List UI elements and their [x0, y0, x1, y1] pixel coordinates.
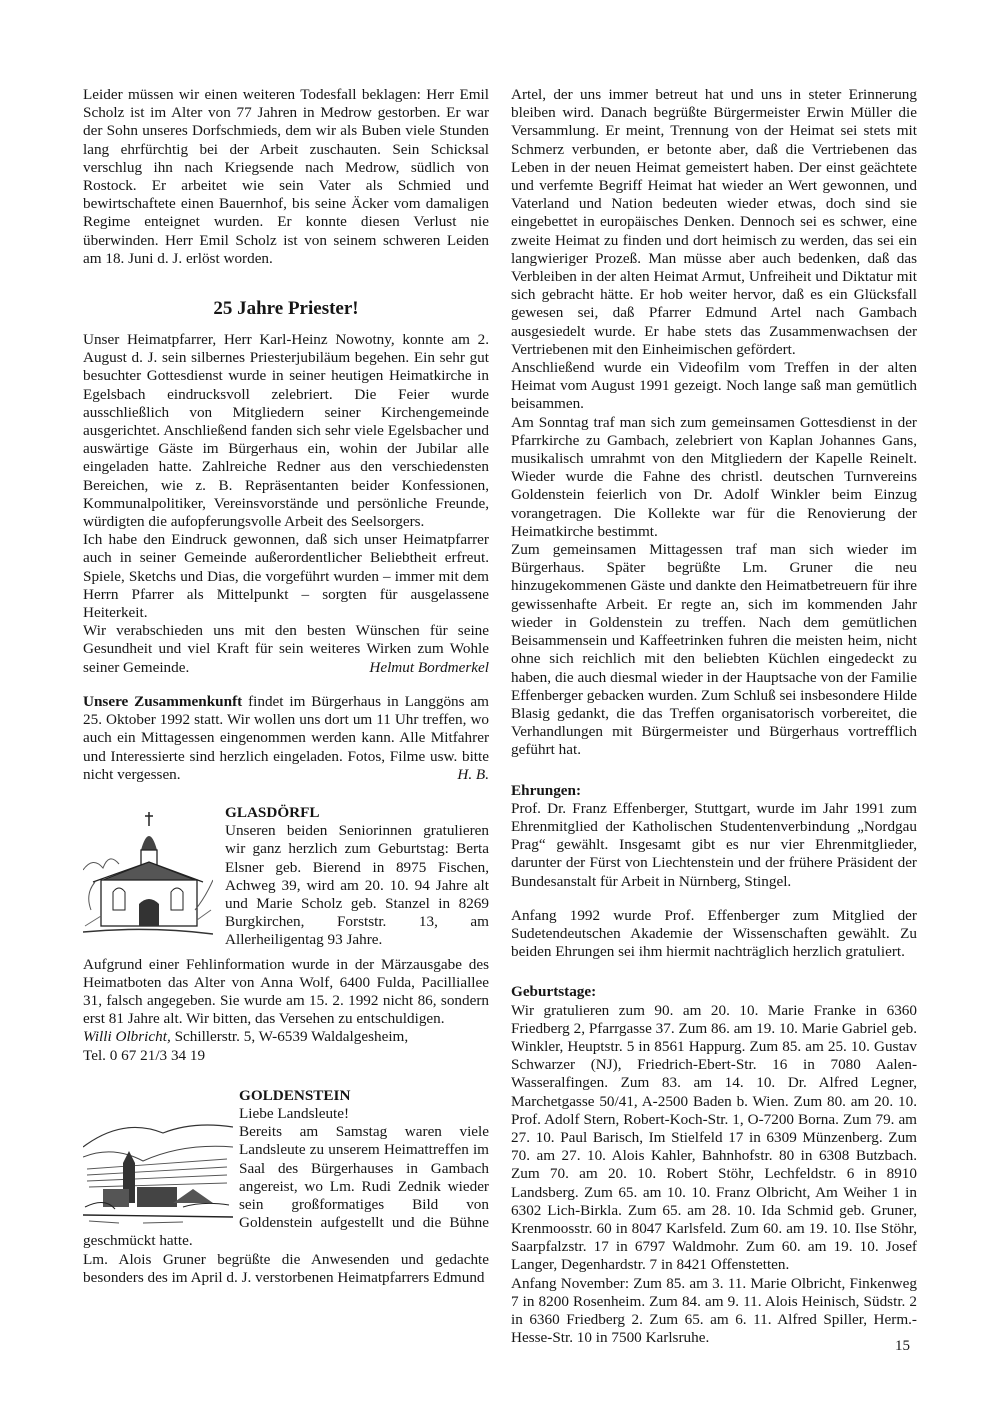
glasdoerfl-signature: Willi Olbricht,: [83, 1028, 171, 1046]
glasdoerfl-section: [83, 800, 489, 950]
left-column: [83, 86, 489, 1287]
meeting-text: findet im Bürgerhaus in Langgöns am 25. Oktober 1992 statt. Wir wollen uns dort um 11 Uhr treffen, wo auch ein Mittagessen eingenommen werden kann. Alle Mitfahrer und Interessierte sind herzlich eingeladen. Fotos, Filme usw. bitte nicht vergessen.: [83, 692, 489, 783]
chapel-sketch-icon: [83, 810, 213, 938]
ehrungen-title: Ehrungen:: [511, 781, 582, 799]
ehrungen-paragraph-2: Anfang 1992 wurde Prof. Effenberger zum Mitglied der Sudetendeutschen Akademie der Wissenschaften gewählt. Zu beiden Ehrungen sei ihm hiermit nachträglich herzlich gratuliert.: [511, 906, 917, 961]
right-paragraph-2: Anschließend wurde ein Videofilm vom Treffen in der alten Heimat vom August 1991 gezeigt. Noch lange saß man gemütlich beisammen.: [511, 359, 917, 413]
right-paragraph-3: Am Sonntag traf man sich zum gemeinsamen Gottesdienst in der Pfarrkirche zu Gambach, zelebriert von Kaplan Johannes Gans, musikalisch umrahmt von den Mitgliedern der Kapelle Reinelt. Wieder wurde die Fahne des christl. deutschen Turnvereins Goldenstein feierlich von Dr. Adolf Winkler beim Einzug vorangetragen. Die Kollekte war für die Renovierung der Heimatkirche bestimmt.: [511, 413, 917, 540]
right-column: [511, 86, 917, 1347]
goldenstein-text: Bereits am Samstag waren viele Landsleute zu unserem Heimattreffen im Saal des Bürgerhauses in Gambach angereist, wo Lm. Rudi Zednik wieder sein großformatiges Bild von Goldenstein aufgestellt und die Bühne geschmückt hatte.: [83, 1123, 489, 1250]
goldenstein-greeting: Liebe Landsleute!: [239, 1104, 350, 1122]
geburtstage-paragraph-1: Wir gratulieren zum 90. am 20. 10. Marie Franke in 6360 Friedberg 2, Pfarrgasse 37. Zum 86. am 19. 10. Marie Gabriel geb. Winkler, Heuptstr. 5 in 8561 Happurg. Zum 85. am 25. 10. Gustav Schwarzer (NJ), Friedrich-Ebert-Str. 16 in 7080 Aalen-Wasseralfingen. Zum 83. am 14. 10. Dr. Alfred Legner, Marchetgasse 50/41, A-2500 Baden b. Wien. Zum 80. am 20. 10. Prof. Adolf Stern, Robert-Koch-Str. 1, O-7200 Borna. Zum 79. am 27. 10. Paul Barisch, Im Stielfeld 17 in 6309 Münzenberg. Zum 70. am 27. 10. Alois Kahler, Bahnhofstr. 80 in 6308 Butzbach. Zum 70. am 20. 10. Robert Stöhr, Lechfeldstr. 6 in 8910 Landsberg. Zum 65. am 10. 10. Franz Olbricht, Am Weiher 1 in 6302 Lich-Birkla. Zum 65. am 28. 10. Ida Schmid geb. Gruner, Krenmoosstr. 60 in 8047 Karlsfeld. Zum 60. am 19. 10. Ilse Stöhr, Saarpfalzstr. 17 in 6797 Waldmohr. Zum 60. am 19. 10. Josef Langer, Degenhardstr. 7 in 8421 Offenstetten.: [511, 1001, 917, 1274]
goldenstein-sketch-icon: [83, 1107, 233, 1227]
right-paragraph-4: Zum gemeinsamen Mittagessen traf man sich wieder im Bürgerhaus. Später begrüßte Lm. Gruner die neu hinzugekommenen Gäste und dankte den Heimatbetreuern für ihre gewissenhafte Arbeit. Er regte an, sich im kommenden Jahr wieder in Goldenstein zu treffen. Nach dem gemütlichen Beisammensein und Kaffeetrinken fuhren die meisten heim, nicht ohne sich reichlich mit den beliebten Küchlen eingedeckt zu haben, die auch diesmal wieder in der Hauptsache von der Familie Effenberger gebacken wurden. Zum Schluß sei insbesondere Hilde Blasig gedankt, die das Treffen organisatorisch vorbereitet, die Verhandlungen mit Bürgermeister und Bürgerhaus vortrefflich geführt hat.: [511, 541, 917, 759]
priest-paragraph-2: Ich habe den Eindruck gewonnen, daß sich unser Heimatpfarrer auch in seiner Gemeinde außerordentlicher Beliebtheit erfreut. Spiele, Sketchs und Dias, die vorgeführt wurden – immer mit dem Herrn Pfarrer als Mittelpunkt – sorgten für ausgelassene Heiterkeit.: [83, 531, 489, 622]
chapel-drawing: [83, 810, 213, 938]
goldenstein-text-2: Lm. Alois Gruner begrüßte die Anwesenden und gedachte besonders des im April d. J. verstorbenen Heimatpfarrers Edmund: [83, 1250, 489, 1286]
priest-heading: 25 Jahre Priester!: [213, 298, 359, 320]
priest-paragraph-1: Unser Heimatpfarrer, Herr Karl-Heinz Nowotny, konnte am 2. August d. J. sein silbernes Priesterjubiläum begehen. Ein sehr gut besuchter Gottesdienst wurde in seiner heutigen Heimatkirche in Egelsbach eindrucksvoll zelebriert. Die Feier wurde ausschließlich von Mitgliedern seiner Kirchengemeinde ausgerichtet. Anschließend fanden sich sehr viele Egelsbacher und auswärtige Gäste im Bürgerhaus ein, wohin der Jubilar alle eingeladen hatte. Zahlreiche Redner aus den verschiedensten Bereichen, wie z. B. Repräsentanten beider Konfessionen, Kommunalpolitiker, Vereinsvorstände und persönliche Freunde, würdigten die aufopferungsvolle Arbeit des Seelsorgers.: [83, 331, 489, 531]
glasdoerfl-address: Schillerstr. 5, W-6539 Waldalgesheim,: [170, 1028, 409, 1046]
glasdoerfl-title: GLASDÖRFL: [225, 803, 320, 821]
obituary-paragraph: Leider müssen wir einen weiteren Todesfall beklagen: Herr Emil Scholz ist im Alter von 77 Jahren in Medrow gestorben. Er war der Sohn unseres Dorfschmieds, dem wir als Buben viele Stunden lang ehrfürchtig bei der Arbeit zuschauten. Sein Schicksal verschlug ihn nach Kriegsende nach Medrow, südlich von Rostock. Er arbeitet wie sein Vater als Schmied und bewirtschaftete einen Bauernhof, bis seine Äcker vom damaligen Regime enteignet wurden. Er konnte diesen Verlust nie überwinden. Herr Emil Scholz ist von seinem schweren Leiden am 18. Juni d. J. erlöst worden.: [83, 86, 489, 267]
goldenstein-title: GOLDENSTEIN: [239, 1086, 351, 1104]
glasdoerfl-phone: Tel. 0 67 21/3 34 19: [83, 1046, 206, 1064]
priest-signature: Helmut Bordmerkel: [369, 658, 489, 676]
geburtstage-paragraph-2: Anfang November: Zum 85. am 3. 11. Marie Olbricht, Finkenweg 7 in 8200 Rosenheim. Zum 84. am 9. 11. Alois Heinisch, Südstr. 2 in 6360 Friedberg 2. Zum 65. am 6. 11. Alfred Spiller, Herm.-Hesse-Str. 10 in 7500 Karlsruhe.: [511, 1274, 917, 1347]
goldenstein-section: [83, 1087, 489, 1287]
page-number: 15: [895, 1338, 910, 1354]
right-paragraph-1: Artel, der uns immer betreut hat und uns in steter Erinnerung bleiben wird. Danach begrüßte Bürgermeister Erwin Müller die Versammlung. Er meint, Trennung von der Heimat sei stets mit Schmerz verbunden, er betonte aber, daß die Vertriebenen das Leben in der neuen Heimat gemeistert haben. Der einst geächtete und verfemte Begriff Heimat hat wieder an Wert gewonnen, und Vaterland und Nation bedeuten wieder etwas, doch sind sie eingebettet in europäisches Denken. Dennoch sei es schwer, eine zweite Heimat zu finden und dort heimisch zu werden, das sei ein langwieriger Prozeß. Man müsse aber auch bedenken, daß das Verbleiben in der alten Heimat Armut, Unfreiheit und Diktatur mit sich gebracht hätte. Er hob weiter hervor, daß es ein Glücksfall gewesen sei, daß Pfarrer Edmund Artel nach Gambach ausgesiedelt wurde. Er habe stets das Zusammenwachsen der Vertriebenen mit den Einheimischen gefördert.: [511, 86, 917, 358]
priest-paragraph-3-text: Wir verabschieden uns mit den besten Wünschen für seine Gesundheit und viel Kraft für sein weiteres Wirken zum Wohle seiner Gemeinde.: [83, 622, 489, 676]
geburtstage-title: Geburtstage:: [511, 983, 597, 1001]
ehrungen-paragraph-1: Prof. Dr. Franz Effenberger, Stuttgart, wurde im Jahr 1991 zum Ehrenmitglied der Katholischen Studentenverbindung „Nordgau Prag“ gewählt. Insgesamt gibt es nur vier Ehrenmitglieder, darunter der Fürst von Liechtenstein und der frühere Präsident der Bundesanstalt für Arbeit in Nürnberg, Stingel.: [511, 799, 917, 890]
meeting-signature: H. B.: [457, 765, 489, 783]
glasdoerfl-correction: Aufgrund einer Fehlinformation wurde in der Märzausgabe des Heimatboten das Alter von Anna Wolf, 6400 Fulda, Pacilliallee 31, falsch angegeben. Sie wurde am 15. 2. 1992 nicht 86, sondern erst 81 Jahre alt. Wir bitten, das Versehen zu entschuldigen.: [83, 955, 489, 1028]
priest-paragraph-3: [83, 622, 489, 677]
glasdoerfl-contact: [83, 1028, 489, 1046]
meeting-paragraph: [83, 693, 489, 784]
meeting-bold: Unsere Zusammenkunft: [83, 692, 243, 710]
glasdoerfl-text: Unseren beiden Seniorinnen gratulieren wir ganz herzlich zum Geburtstag: Berta Elsner geb. Bierend in 8975 Fischen, Achweg 39, wird am 20. 10. 94 Jahre alt und Marie Scholz geb. Stanzel in 8269 Burgkirchen, Forststr. 13, am Allerheiligentag 93 Jahre.: [225, 822, 489, 949]
landscape-drawing: [83, 1107, 233, 1227]
